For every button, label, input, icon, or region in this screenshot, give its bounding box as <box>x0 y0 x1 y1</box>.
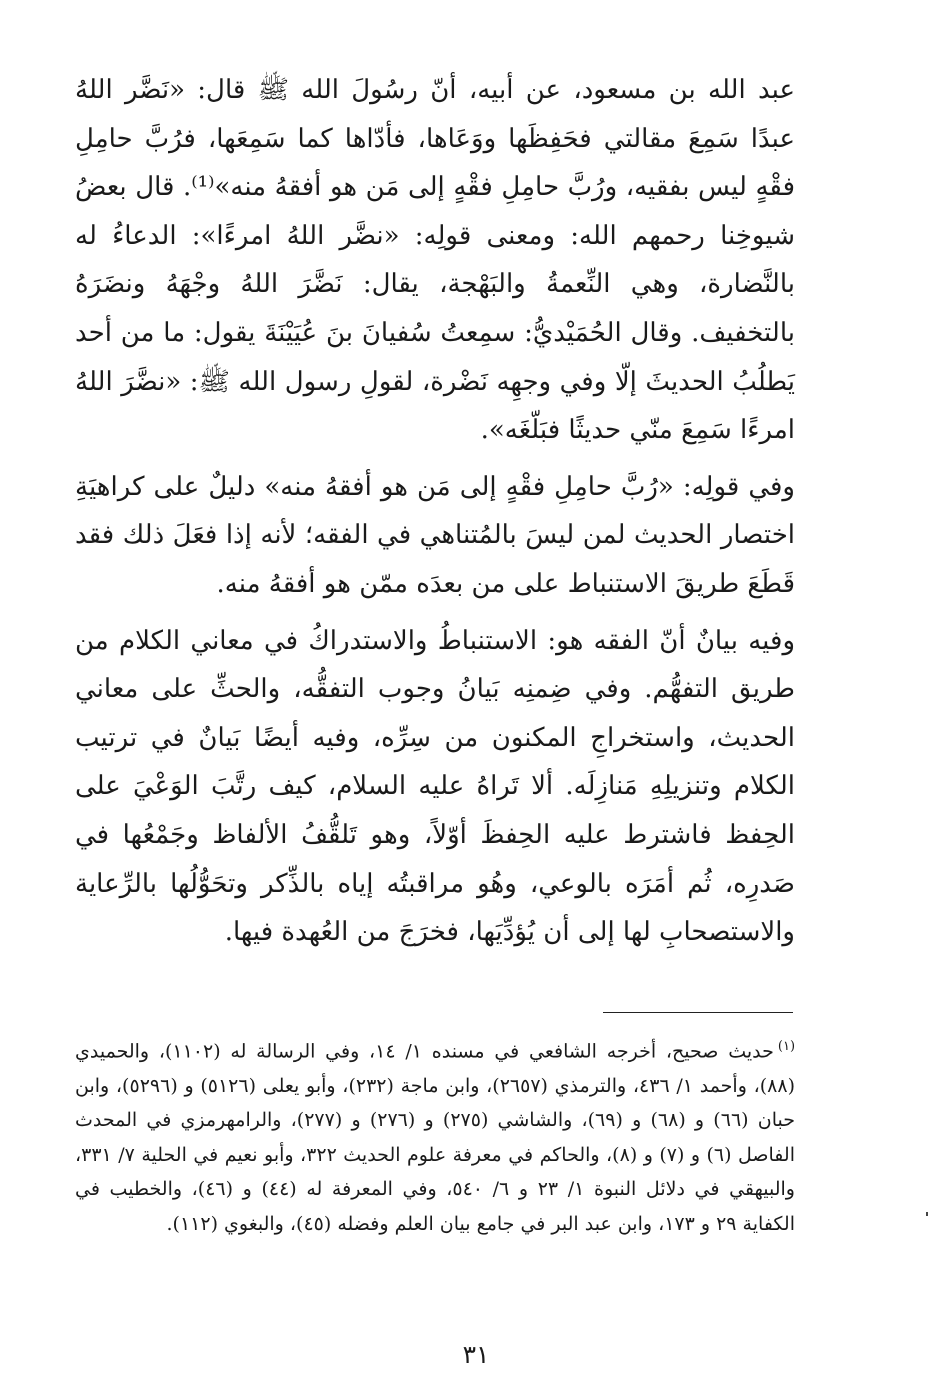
footnote-marker: (١) <box>777 1039 796 1054</box>
footnotes <box>75 1030 795 1241</box>
footnote-1 <box>75 1030 795 1241</box>
scan-speck <box>926 1212 928 1216</box>
paragraph-2: وفي قولِه: «رُبَّ حامِلِ فقْهٍ إلى مَن هو أفقهُ منه» دليلٌ على كراهيَةِ اختصار الحديث لمن ليسَ بالمُتناهي في الفقه؛ لأنه إذا فعَلَ ذلك فقد قَطَعَ طريقَ الاستنباط على من بعدَه ممّن هو أفقهُ منه. <box>75 471 795 599</box>
main-text <box>75 66 795 957</box>
footnote-separator <box>603 1012 793 1013</box>
page-number: ٣١ <box>462 1340 490 1369</box>
paragraph-1: عبد الله بن مسعود، عن أبيه، أنّ رسُولَ الله ﷺ قال: «نَضَّر اللهُ عبدًا سَمِعَ مقالتي فحَفِظَها ووَعَاها، فأدّاها كما سَمِعَها، فرُبَّ حامِلِ فقْهٍ ليس بفقيه، ورُبَّ حامِلِ فقْهٍ إلى مَن هو أفقهُ منه»⁽¹⁾. قال بعضُ شيوخِنا رحمهم الله: ومعنى قولِه: «نضَّر اللهُ امرءًا»: الدعاءُ له بالنَّضارة، وهي النِّعمةُ والبَهْجة، يقال: نَضَّرَ اللهُ وجْهَهُ ونضَرَهُ بالتخفيف. وقال الحُمَيْديُّ: سمِعتُ سُفيانَ بنَ عُيَيْنَةَ يقول: ما من أحد يَطلُبُ الحديثَ إلّا وفي وجهِه نَضْرة، لقولِ رسول الله ﷺ: «نضَّرَ اللهُ امرءًا سَمِعَ منّي حديثًا فبَلّغَه». <box>75 75 795 446</box>
footnote-text: حديث صحيح، أخرجه الشافعي في مسنده ١/ ١٤، وفي الرسالة له (١١٠٢)، والحميدي (٨٨)، وأحمد ١/ ٤٣٦، والترمذي (٢٦٥٧)، وابن ماجة (٢٣٢)، وأبو يعلى (٥١٢٦) و (٥٢٩٦)، وابن حبان (٦٦) و (٦٨) و (٦٩)، والشاشي (٢٧٥) و (٢٧٦) و (٢٧٧)، والرامهرمزي في المحدث الفاصل (٦) و (٧) و (٨)، والحاكم في معرفة علوم الحديث ٣٢٢، وأبو نعيم في الحلية ٧/ ٣٣١، والبيهقي في دلائل النبوة ١/ ٢٣ و ٦/ ٥٤٠، وفي المعرفة له (٤٤) و (٤٦)، والخطيب في الكفاية ٢٩ و ١٧٣، وابن عبد البر في جامع بيان العلم وفضله (٤٥)، والبغوي (١١٢). <box>75 1040 795 1235</box>
paragraph-3: وفيه بيانٌ أنّ الفقه هو: الاستنباطُ والاستدراكُ في معاني الكلام من طريق التفهُّم. وفي ضِمنِه بَيانُ وجوب التفقُّه، والحثِّ على معاني الحديث، واستخراجِ المكنون من سِرِّه، وفيه أيضًا بَيانٌ في ترتيب الكلام وتنزيلِهِ مَنازِلَه. ألا تَراهُ عليه السلام، كيف رتَّبَ الوَعْيَ على الحِفظ فاشترط عليه الحِفظَ أوّلاً، وهو تَلقُّفُ الألفاظ وجَمْعُها في صَدرِه، ثُم أمَرَه بالوعي، وهُو مراقبتُه إياه بالذِّكر وتحَوُّلُها بالرِّعاية والاستصحابِ لها إلى أن يُؤدِّيَها، فخرَجَ من العُهدة فيها. <box>75 625 795 948</box>
